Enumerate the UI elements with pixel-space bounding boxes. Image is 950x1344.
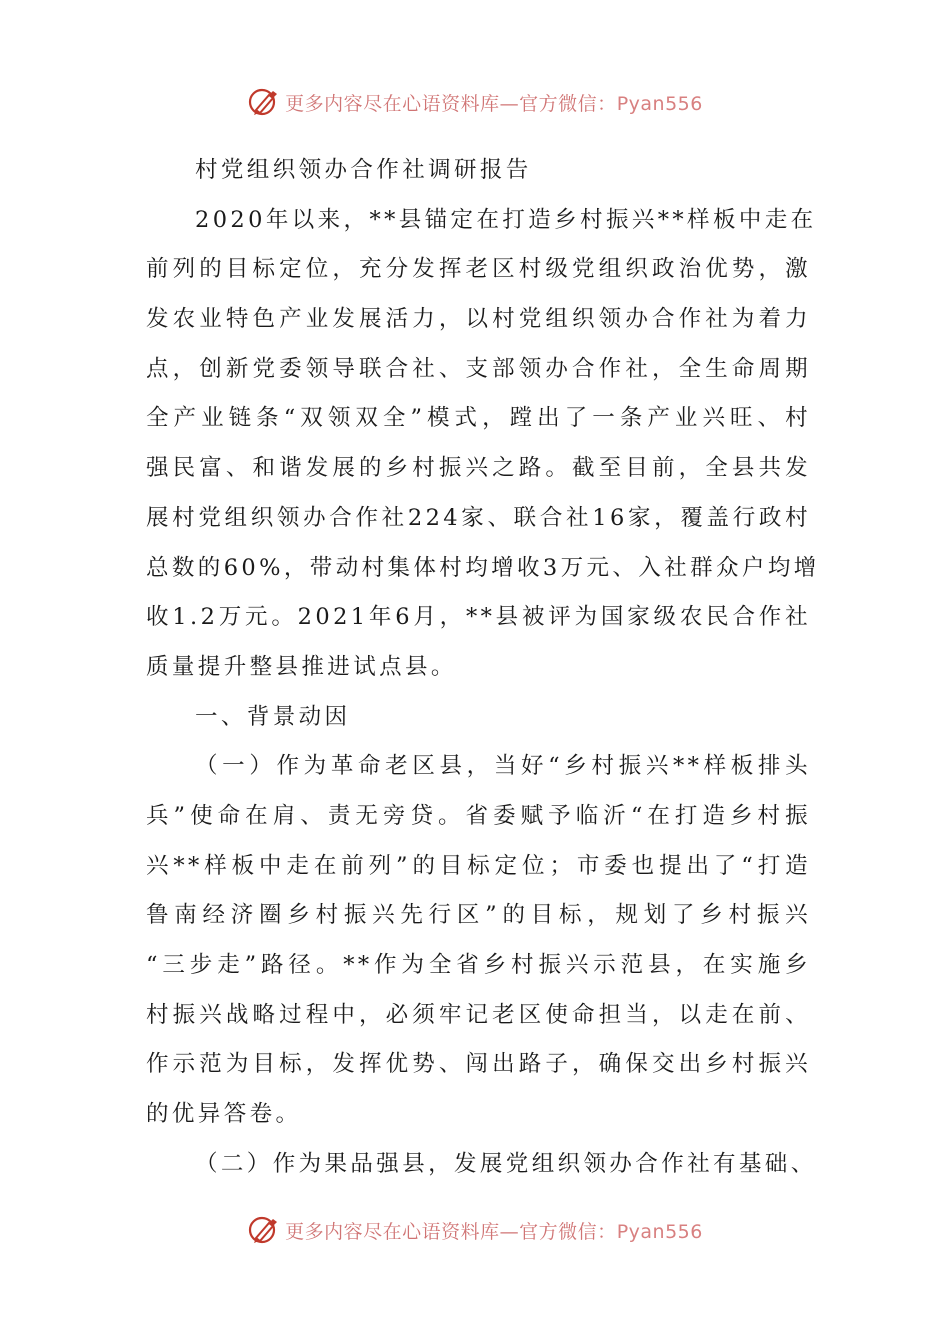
watermark-text: 更多内容尽在心语资料库—官方微信：Pyan556 — [285, 92, 703, 115]
paragraph-line: 兵”使命在肩、责无旁贷。省委赋予临沂“在打造乡村振 — [146, 802, 811, 829]
section-heading: 一、背景动因 — [195, 703, 351, 730]
pen-nib-logo-icon — [247, 1213, 281, 1247]
paragraph-line: “三步走”路径。**作为全省乡村振兴示范县，在实施乡 — [146, 952, 811, 978]
paragraph-line: 质量提升整县推进试点县。 — [146, 653, 457, 680]
paragraph-line: 作示范为目标，发挥优势、闯出路子，确保交出乡村振兴 — [146, 1051, 811, 1078]
paragraph-line: 总数的60%，带动村集体村均增收3万元、入社群众户均增 — [146, 554, 820, 581]
pen-nib-logo-icon — [247, 85, 281, 119]
paragraph-line: 发农业特色产业发展活力，以村党组织领办合作社为着力 — [146, 306, 811, 333]
paragraph-line: （一）作为革命老区县，当好“乡村振兴**样板排头 — [195, 753, 811, 780]
document-title: 村党组织领办合作社调研报告 — [195, 157, 532, 183]
watermark-footer — [0, 1210, 950, 1250]
paragraph-line: 的优异答卷。 — [146, 1101, 302, 1128]
paragraph-line: 兴**样板中走在前列”的目标定位；市委也提出了“打造 — [146, 852, 811, 879]
paragraph-line: 收1.2万元。2021年6月，**县被评为国家级农民合作社 — [146, 604, 811, 631]
paragraph-line: 全产业链条“双领双全”模式，蹚出了一条产业兴旺、村 — [146, 405, 811, 432]
paragraph-line: 前列的目标定位，充分发挥老区村级党组织政治优势，激 — [146, 256, 811, 283]
watermark-text: 更多内容尽在心语资料库—官方微信：Pyan556 — [285, 1220, 703, 1243]
paragraph-line: （二）作为果品强县，发展党组织领办合作社有基础、 — [195, 1150, 817, 1177]
paragraph-line: 强民富、和谐发展的乡村振兴之路。截至目前，全县共发 — [146, 455, 811, 482]
paragraph-line: 2020年以来，**县锚定在打造乡村振兴**样板中走在 — [195, 206, 817, 233]
paragraph-line: 点，创新党委领导联合社、支部领办合作社，全生命周期 — [146, 355, 811, 382]
paragraph-line: 村振兴战略过程中，必须牢记老区使命担当，以走在前、 — [146, 1001, 811, 1028]
paragraph-line: 展村党组织领办合作社224家、联合社16家，覆盖行政村 — [146, 504, 811, 531]
paragraph-line: 鲁南经济圈乡村振兴先行区”的目标，规划了乡村振兴 — [146, 902, 811, 929]
watermark-header — [0, 82, 950, 122]
document-body — [146, 146, 820, 1189]
